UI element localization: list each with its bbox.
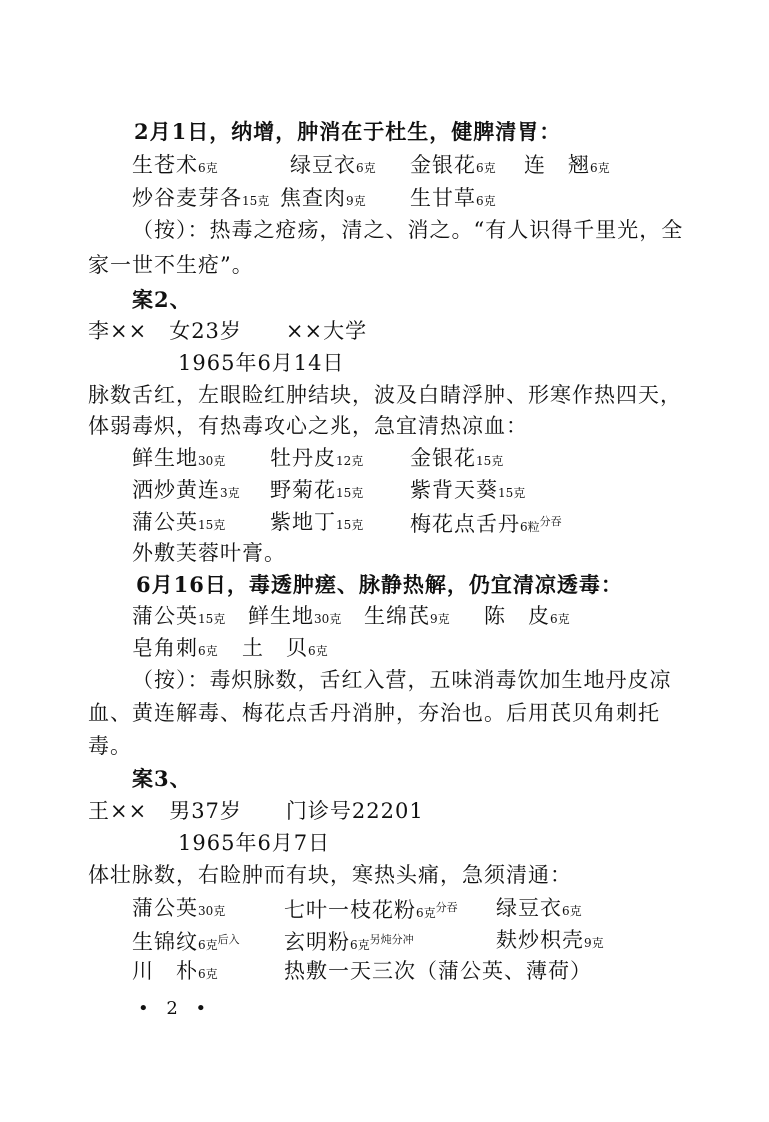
herb-name: 麸炒枳壳 xyxy=(496,928,584,952)
herb-item xyxy=(242,633,328,666)
commentary-line: （按）：热毒之疮疡，清之、消之。“有人识得千里光，全 xyxy=(132,218,684,242)
herb-name: 生锦纹 xyxy=(132,930,198,954)
herb-dose: 15克 xyxy=(498,486,526,500)
herb-name: 蒲公英 xyxy=(132,604,198,628)
herb-item xyxy=(290,150,376,183)
prescription-row xyxy=(132,507,652,537)
herb-name: 生甘草 xyxy=(410,186,476,210)
herb-name: 梅花点舌丹 xyxy=(410,512,520,536)
herb-name: 牡丹皮 xyxy=(270,446,336,470)
herb-dose: 12克 xyxy=(336,454,364,468)
herb-item xyxy=(132,443,225,476)
herb-name: 皂角刺 xyxy=(132,636,198,660)
herb-name: 玄明粉 xyxy=(284,930,350,954)
prescription-row xyxy=(132,475,652,505)
herb-note: 后入 xyxy=(217,933,240,946)
herb-item xyxy=(410,443,503,476)
herb-name: 陈 皮 xyxy=(484,604,550,628)
prescription-row xyxy=(132,956,652,986)
herb-name: 蒲公英 xyxy=(132,896,198,920)
herb-name: 蒲公英 xyxy=(132,510,198,534)
herb-dose: 6粒 xyxy=(520,520,540,534)
herb-name: 紫背天葵 xyxy=(410,478,498,502)
case-text-line: 体壮脉数，右睑肿而有块，寒热头痛，急须清通： xyxy=(88,863,572,887)
herb-item xyxy=(132,633,218,666)
herb-name: 生苍术 xyxy=(132,153,198,177)
patient-info: 李×× 女23岁 ××大学 xyxy=(88,319,368,343)
herb-name: 金银花 xyxy=(410,153,476,177)
commentary-line: 家一世不生疮”。 xyxy=(88,253,254,277)
herb-item xyxy=(132,601,225,634)
herb-dose: 6克 xyxy=(198,938,218,952)
herb-item xyxy=(270,507,363,540)
case-title: 案2、 xyxy=(132,287,192,312)
page-number: • 2 • xyxy=(138,998,213,1019)
followup-line: 2月1日，纳增，肿消在于杜生，健脾清胃： xyxy=(134,119,562,144)
herb-item xyxy=(132,183,269,216)
herb-item xyxy=(496,925,604,958)
herb-dose: 6克 xyxy=(550,612,570,626)
herb-item xyxy=(496,893,582,926)
herb-item xyxy=(410,150,496,183)
prescription-row xyxy=(132,150,652,180)
herb-dose: 15克 xyxy=(242,194,270,208)
herb-item xyxy=(284,893,458,928)
wash-instruction: 热敷一天三次（蒲公英、薄荷） xyxy=(284,959,592,983)
herb-dose: 15克 xyxy=(336,486,364,500)
herb-note: 另炖分冲 xyxy=(369,933,414,946)
commentary-line: 血、黄连解毒、梅花点舌丹消肿，夯治也。后用芪贝角刺托 xyxy=(88,701,660,725)
prescription-row xyxy=(132,443,652,473)
case-title: 案3、 xyxy=(132,766,192,791)
herb-item xyxy=(484,601,570,634)
herb-name: 绿豆衣 xyxy=(290,153,356,177)
herb-item xyxy=(132,150,218,183)
herb-dose: 6克 xyxy=(416,906,436,920)
herb-dose: 6克 xyxy=(308,644,328,658)
herb-dose: 9克 xyxy=(430,612,450,626)
herb-dose: 30克 xyxy=(198,454,226,468)
herb-name: 土 贝 xyxy=(242,636,308,660)
herb-item xyxy=(132,893,225,926)
herb-dose: 6克 xyxy=(198,967,218,981)
visit-date: 1965年6月14日 xyxy=(178,351,345,375)
herb-name: 焦查肉 xyxy=(280,186,346,210)
herb-name: 炒谷麦芽各 xyxy=(132,186,242,210)
herb-dose: 6克 xyxy=(476,194,496,208)
herb-item xyxy=(132,925,240,960)
herb-dose: 6克 xyxy=(590,161,610,175)
herb-dose: 3克 xyxy=(220,486,240,500)
commentary-line: 毒。 xyxy=(88,734,132,758)
case-text-line: 脉数舌红，左眼睑红肿结块，波及白睛浮肿、形寒作热四天， xyxy=(88,383,682,407)
herb-name: 紫地丁 xyxy=(270,510,336,534)
herb-dose: 9克 xyxy=(584,936,604,950)
prescription-row xyxy=(132,925,652,955)
commentary-line: （按）：毒炽脉数，舌红入营，五味消毒饮加生地丹皮凉 xyxy=(132,668,672,692)
herb-item xyxy=(410,183,496,216)
herb-dose: 30克 xyxy=(198,904,226,918)
herb-dose: 15克 xyxy=(198,518,226,532)
herb-item xyxy=(132,475,240,508)
patient-info: 王×× 男37岁 门诊号22201 xyxy=(88,799,424,823)
herb-name: 生绵芪 xyxy=(364,604,430,628)
herb-dose: 15克 xyxy=(336,518,364,532)
herb-dose: 30克 xyxy=(314,612,342,626)
herb-dose: 6克 xyxy=(476,161,496,175)
external-treatment: 外敷芙蓉叶膏。 xyxy=(132,541,286,565)
herb-item xyxy=(284,925,414,960)
herb-item xyxy=(410,475,525,508)
herb-dose: 15克 xyxy=(476,454,504,468)
herb-item xyxy=(524,150,610,183)
case-text-line: 体弱毒炽，有热毒攻心之兆，急宜清热凉血： xyxy=(88,414,528,438)
herb-name: 连 翘 xyxy=(524,153,590,177)
herb-name: 鲜生地 xyxy=(132,446,198,470)
herb-name: 川 朴 xyxy=(132,959,198,983)
herb-name: 七叶一枝花粉 xyxy=(284,898,416,922)
herb-note: 分吞 xyxy=(539,515,562,528)
herb-name: 洒炒黄连 xyxy=(132,478,220,502)
herb-dose: 6克 xyxy=(356,161,376,175)
followup-line: 6月16日，毒透肿瘥、脉静热解，仍宜清凉透毒： xyxy=(136,572,623,597)
herb-dose: 6克 xyxy=(198,161,218,175)
herb-name: 绿豆衣 xyxy=(496,896,562,920)
herb-dose: 6克 xyxy=(198,644,218,658)
prescription-row xyxy=(132,601,652,631)
herb-item xyxy=(132,507,225,540)
herb-name: 金银花 xyxy=(410,446,476,470)
herb-item xyxy=(280,183,366,216)
herb-item xyxy=(364,601,450,634)
prescription-row xyxy=(132,633,652,663)
herb-note: 分吞 xyxy=(435,901,458,914)
herb-item xyxy=(132,956,218,989)
herb-dose: 15克 xyxy=(198,612,226,626)
herb-item xyxy=(248,601,341,634)
herb-name: 鲜生地 xyxy=(248,604,314,628)
visit-date: 1965年6月7日 xyxy=(178,831,331,855)
herb-item xyxy=(270,443,363,476)
herb-dose: 6克 xyxy=(350,938,370,952)
herb-dose: 9克 xyxy=(346,194,366,208)
prescription-row xyxy=(132,183,652,213)
herb-item xyxy=(410,507,562,542)
herb-item xyxy=(270,475,363,508)
prescription-row xyxy=(132,893,652,923)
herb-name: 野菊花 xyxy=(270,478,336,502)
herb-dose: 6克 xyxy=(562,904,582,918)
